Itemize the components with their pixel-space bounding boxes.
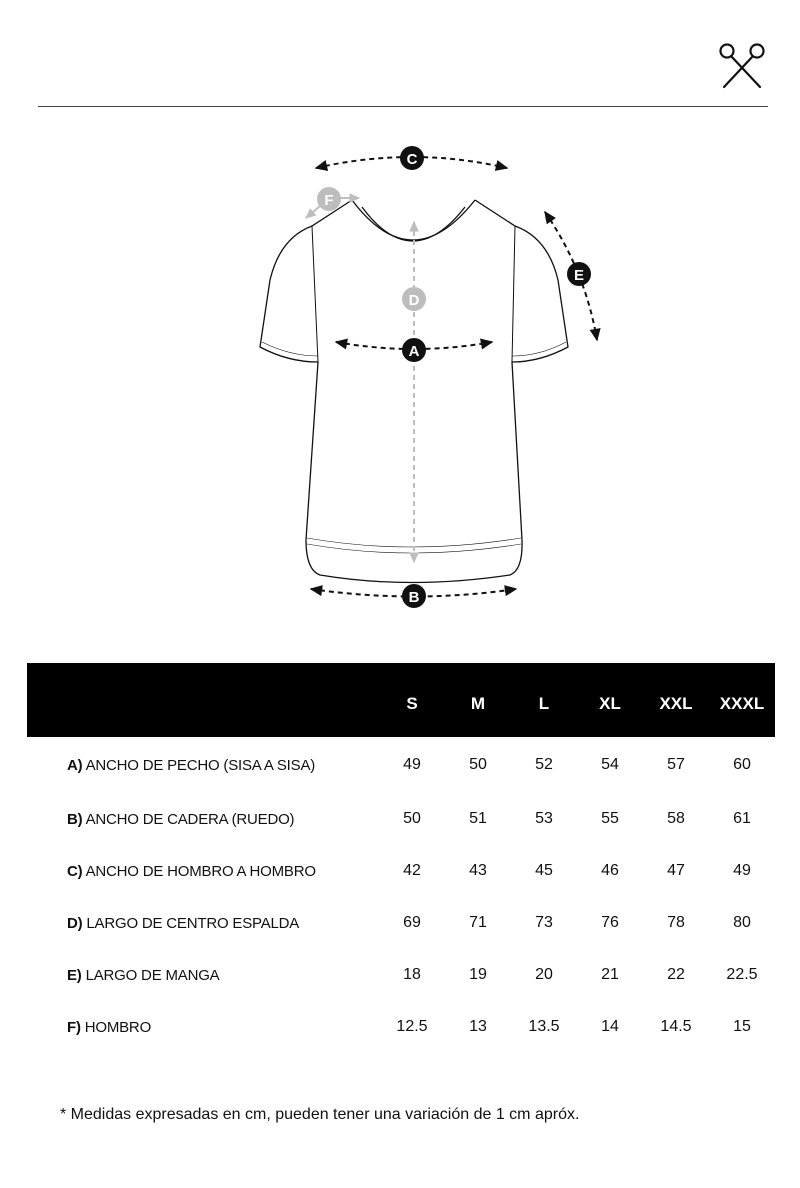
tshirt-outline bbox=[260, 200, 568, 583]
marker-d bbox=[402, 287, 426, 311]
measure-key: B) bbox=[67, 810, 83, 828]
table-cell: 15 bbox=[733, 1018, 751, 1035]
table-cell: 73 bbox=[535, 914, 553, 931]
table-cell: 55 bbox=[601, 810, 619, 827]
measure-label bbox=[27, 793, 379, 845]
measure-key: A) bbox=[67, 756, 83, 774]
size-header: XXL bbox=[659, 693, 693, 713]
table-cell: 60 bbox=[733, 756, 751, 773]
table-cell: 45 bbox=[535, 862, 553, 879]
table-row bbox=[27, 897, 775, 949]
size-table bbox=[27, 663, 775, 1053]
marker-e bbox=[567, 262, 591, 286]
marker-d-label: D bbox=[408, 292, 420, 309]
measure-name: ANCHO DE HOMBRO A HOMBRO bbox=[85, 862, 316, 880]
marker-b-label: B bbox=[408, 589, 420, 606]
table-cell: 18 bbox=[403, 966, 421, 983]
marker-f bbox=[317, 187, 341, 211]
top-divider bbox=[38, 106, 768, 107]
table-cell: 19 bbox=[469, 966, 487, 983]
table-cell: 22 bbox=[667, 966, 685, 983]
scissors-icon bbox=[716, 42, 768, 90]
measure-name: LARGO DE CENTRO ESPALDA bbox=[86, 914, 300, 932]
table-cell: 21 bbox=[601, 966, 619, 983]
measure-name: ANCHO DE CADERA (RUEDO) bbox=[85, 810, 295, 828]
marker-b bbox=[402, 584, 426, 608]
size-header: S bbox=[406, 693, 418, 713]
table-cell: 47 bbox=[667, 862, 685, 879]
table-cell: 13 bbox=[469, 1018, 487, 1035]
table-cell: 51 bbox=[469, 810, 487, 827]
size-header-row bbox=[27, 663, 775, 737]
marker-a-label: A bbox=[408, 343, 420, 360]
marker-c bbox=[400, 146, 424, 170]
footnote: * Medidas expresadas en cm, pueden tener una variación de 1 cm apróx. bbox=[60, 1106, 580, 1123]
marker-f-label: F bbox=[324, 192, 334, 209]
measure-name: LARGO DE MANGA bbox=[85, 966, 220, 984]
table-cell: 42 bbox=[403, 862, 421, 879]
table-cell: 49 bbox=[403, 756, 421, 773]
measure-label bbox=[27, 897, 379, 949]
size-header: M bbox=[470, 693, 486, 713]
table-cell: 80 bbox=[733, 914, 751, 931]
measure-label bbox=[27, 845, 379, 897]
table-cell: 78 bbox=[667, 914, 685, 931]
measure-name: HOMBRO bbox=[84, 1018, 152, 1036]
table-cell: 50 bbox=[403, 810, 421, 827]
marker-e-label: E bbox=[573, 267, 585, 284]
table-row bbox=[27, 845, 775, 897]
table-row bbox=[27, 949, 775, 1001]
table-cell: 43 bbox=[469, 862, 487, 879]
measure-key: D) bbox=[67, 914, 83, 932]
table-cell: 13.5 bbox=[528, 1018, 560, 1035]
measure-label bbox=[27, 949, 379, 1001]
measure-name: ANCHO DE PECHO (SISA A SISA) bbox=[85, 756, 316, 774]
table-cell: 71 bbox=[469, 914, 487, 931]
table-cell: 57 bbox=[667, 756, 685, 773]
size-header: L bbox=[538, 693, 550, 713]
table-cell: 14 bbox=[601, 1018, 619, 1035]
tshirt-diagram bbox=[0, 110, 800, 650]
size-header: XL bbox=[599, 693, 621, 713]
table-row bbox=[27, 793, 775, 845]
table-cell: 46 bbox=[601, 862, 619, 879]
size-header: XXXL bbox=[719, 693, 765, 713]
marker-a bbox=[402, 338, 426, 362]
table-cell: 69 bbox=[403, 914, 421, 931]
table-row bbox=[27, 737, 775, 793]
table-cell: 61 bbox=[733, 810, 751, 827]
header-empty-cell bbox=[27, 663, 379, 737]
table-cell: 58 bbox=[667, 810, 685, 827]
table-cell: 14.5 bbox=[660, 1018, 692, 1035]
table-cell: 76 bbox=[601, 914, 619, 931]
table-cell: 22.5 bbox=[726, 966, 758, 983]
table-cell: 50 bbox=[469, 756, 487, 773]
table-cell: 52 bbox=[535, 756, 553, 773]
table-row bbox=[27, 1001, 775, 1053]
measure-label bbox=[27, 1001, 379, 1053]
measure-key: C) bbox=[67, 862, 83, 880]
measure-label bbox=[27, 737, 379, 793]
table-cell: 54 bbox=[601, 756, 619, 773]
marker-c-label: C bbox=[406, 151, 418, 168]
measure-key: E) bbox=[67, 966, 82, 984]
measure-f-line-side bbox=[306, 206, 320, 218]
table-cell: 12.5 bbox=[396, 1018, 428, 1035]
table-cell: 49 bbox=[733, 862, 751, 879]
table-cell: 20 bbox=[535, 966, 553, 983]
table-cell: 53 bbox=[535, 810, 553, 827]
measure-key: F) bbox=[67, 1018, 81, 1036]
